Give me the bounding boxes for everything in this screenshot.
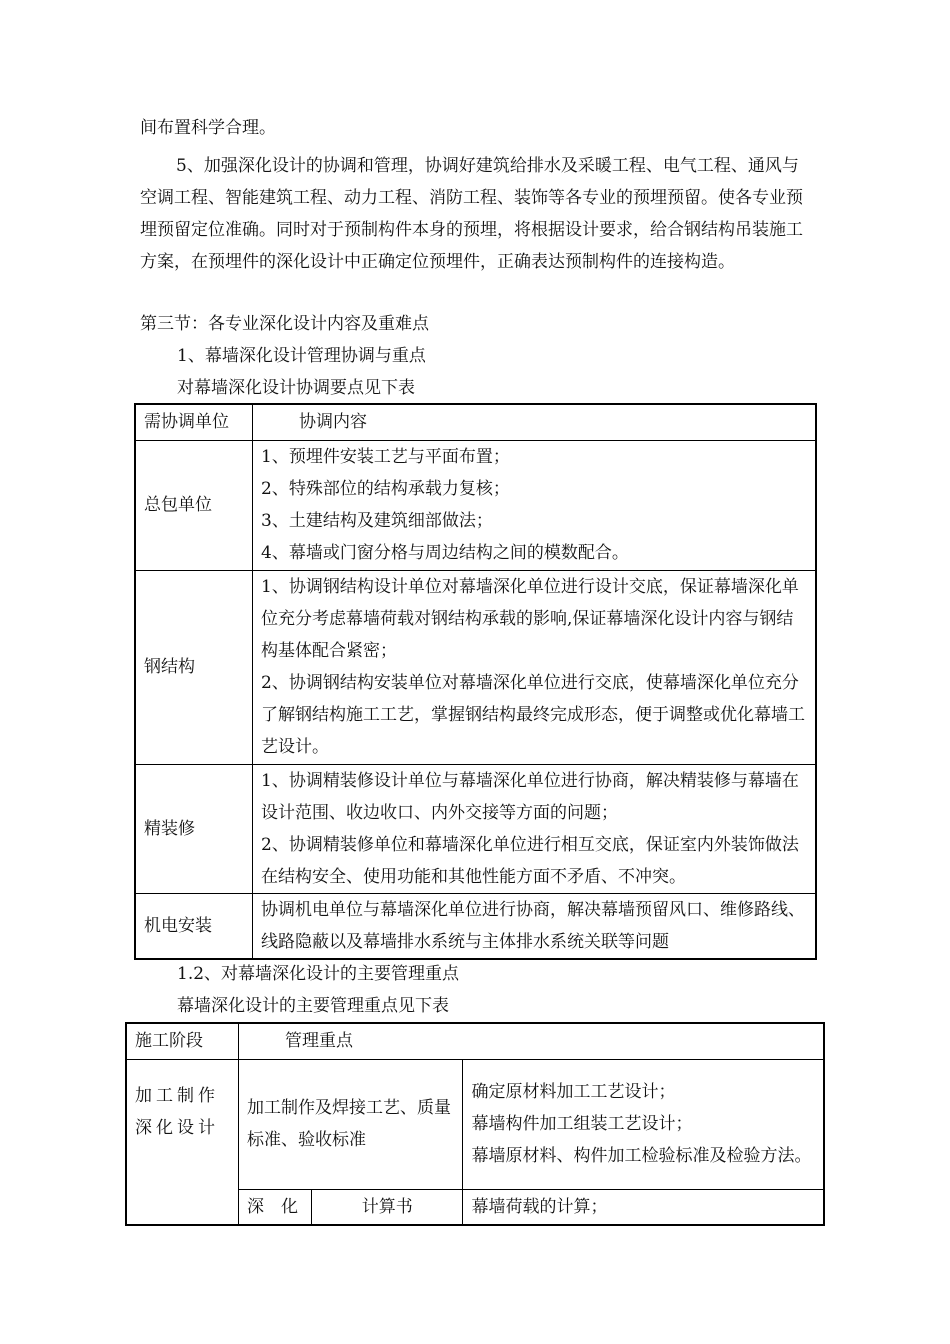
coordination-table [134, 403, 817, 960]
content-line: 协调机电单位与幕墙深化单位进行协商，解决幕墙预留风口、维修路线、线路隐蔽以及幕墙排水系统与主体排水系统关联等问题 [261, 899, 805, 952]
table-cell-focus: 加工制作及焊接工艺、质量标准、验收标准 [239, 1059, 463, 1189]
table-cell-unit: 机电安装 [135, 893, 253, 959]
detail-line: 幕墙原材料、构件加工检验标准及检验方法。 [471, 1146, 812, 1166]
table-cell-content [253, 440, 817, 570]
table-header-stage: 施工阶段 [126, 1023, 239, 1059]
table-header-content: 协调内容 [253, 404, 817, 440]
table-header-unit: 需协调单位 [135, 404, 253, 440]
table-cell-content [253, 570, 817, 764]
content-line: 2、特殊部位的结构承载力复核； [261, 479, 510, 499]
content-line: 1、协调钢结构设计单位对幕墙深化单位进行设计交底，保证幕墙深化单位充分考虑幕墙荷载对钢结构承载的影响,保证幕墙深化设计内容与钢结构基体配合紧密； [261, 577, 799, 661]
text-line: 间布置科学合理。 [140, 118, 276, 138]
table-cell-stage: 加工制作深化设计 [126, 1059, 239, 1225]
table2-caption: 幕墙深化设计的主要管理重点见下表 [177, 996, 449, 1016]
table-cell-content [253, 764, 817, 893]
table-cell-content [253, 893, 817, 959]
detail-line: 确定原材料加工工艺设计； [471, 1082, 676, 1102]
content-line: 1、预埋件安装工艺与平面布置； [261, 447, 510, 467]
content-line: 2、协调精装修单位和幕墙深化单位进行相互交底，保证室内外装饰做法在结构安全、使用功能和其他性能方面不矛盾、不冲突。 [261, 834, 799, 887]
table-cell-unit: 总包单位 [135, 440, 253, 570]
management-table [125, 1022, 825, 1226]
content-line: 3、土建结构及建筑细部做法； [261, 511, 493, 531]
subsection-heading: 1.2、对幕墙深化设计的主要管理重点 [177, 964, 460, 984]
table-cell-sub: 深 化 [239, 1189, 312, 1225]
content-line: 2、协调钢结构安装单位对幕墙深化单位进行交底，使幕墙深化单位充分了解钢结构施工工艺，掌握钢结构最终完成形态，便于调整或优化幕墙工艺设计。 [261, 673, 805, 757]
content-line: 4、幕墙或门窗分格与周边结构之间的模数配合。 [261, 543, 629, 563]
table-cell-unit: 精装修 [135, 764, 253, 893]
detail-line: 幕墙构件加工组装工艺设计； [471, 1114, 693, 1134]
table-cell-unit: 钢结构 [135, 570, 253, 764]
table-cell-item: 计算书 [312, 1189, 463, 1225]
subsection-heading: 1、幕墙深化设计管理协调与重点 [177, 346, 426, 366]
section-heading: 第三节：各专业深化设计内容及重难点 [140, 314, 429, 334]
content-line: 1、协调精装修设计单位与幕墙深化单位进行协商，解决精装修与幕墙在设计范围、收边收口、内外交接等方面的问题； [261, 770, 799, 823]
table-cell-detail: 幕墙荷载的计算； [463, 1189, 824, 1225]
table1-caption: 对幕墙深化设计协调要点见下表 [177, 378, 415, 398]
table-cell-details [463, 1059, 824, 1189]
table-header-focus: 管理重点 [239, 1023, 825, 1059]
paragraph-5: 5、加强深化设计的协调和管理，协调好建筑给排水及采暖工程、电气工程、通风与空调工程、智能建筑工程、动力工程、消防工程、装饰等各专业的预埋预留。使各专业预埋预留定位准确。同时对于预制构件本身的预埋，将根据设计要求，给合钢结构吊装施工方案，在预埋件的深化设计中正确定位预埋件，正确表达预制构件的连接构造。 [140, 156, 803, 272]
